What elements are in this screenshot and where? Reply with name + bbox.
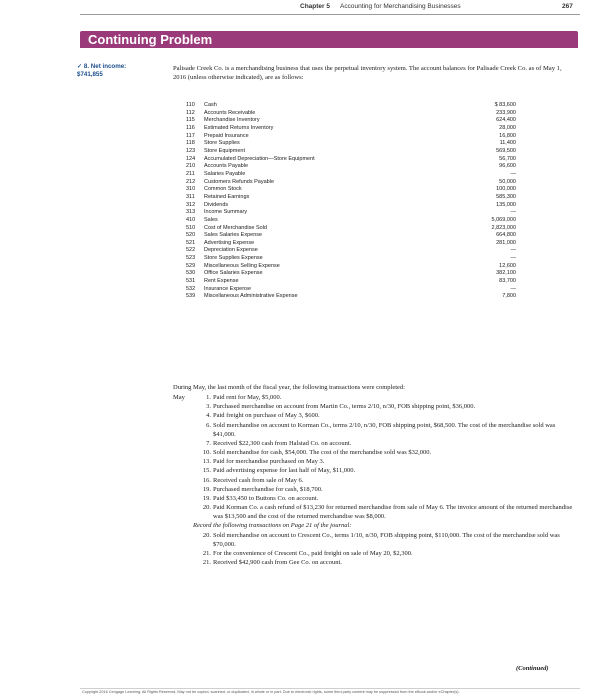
account-balance: 7,800	[502, 293, 516, 300]
account-number: 520	[186, 232, 196, 239]
account-number: 539	[186, 293, 196, 300]
transaction-text: Sold merchandise on account to Korman Co., terms 2/10, n/30, FOB shipping point, $68,500. The cost of the merchandise sold was $41,000.	[213, 421, 556, 438]
transaction-text: Purchased merchandise on account from Martin Co., terms 2/10, n/30, FOB shipping point, $36,000.	[213, 403, 476, 411]
section-banner	[80, 31, 578, 48]
transaction-text: Paid for merchandise purchased on May 3.	[213, 458, 325, 466]
transaction-text: Paid $33,450 to Buttons Co. on account.	[213, 494, 319, 502]
transaction-item	[193, 457, 573, 466]
account-number: 117	[186, 132, 195, 139]
account-name: Office Salaries Expense	[204, 270, 263, 277]
account-balance: 382,100	[496, 270, 516, 277]
transaction-day: 21.	[202, 549, 211, 557]
transaction-item	[193, 476, 573, 485]
transaction-text: Received $42,900 cash from Gee Co. on account.	[213, 558, 342, 566]
transaction-item	[193, 402, 573, 411]
transaction-item	[193, 411, 573, 420]
journal-instruction: Record the following transactions on Page 21 of the journal:	[193, 522, 352, 530]
account-row	[186, 156, 516, 164]
account-balance: 624,400	[496, 117, 516, 124]
account-row	[186, 194, 516, 202]
account-name: Accounts Receivable	[204, 109, 256, 116]
account-balance: 664,800	[496, 232, 516, 239]
account-number: 210	[186, 163, 196, 170]
account-number: 410	[186, 216, 196, 223]
header-rule	[80, 14, 580, 15]
account-name: Store Supplies	[204, 140, 240, 147]
transaction-text: Paid freight on purchase of May 3, $600.	[213, 412, 320, 420]
account-row	[186, 209, 516, 217]
chapter-label: Chapter 5	[300, 3, 330, 10]
account-number: 212	[186, 178, 196, 185]
transaction-item	[193, 466, 573, 475]
account-name: Rent Expense	[204, 278, 239, 285]
account-name: Accumulated Depreciation—Store Equipment	[204, 155, 315, 162]
transactions-section	[173, 383, 573, 567]
check-label: ✓ 8. Net income:	[77, 63, 127, 70]
account-balance: $ 83,600	[494, 102, 516, 108]
account-number: 124	[186, 155, 196, 162]
running-head	[0, 0, 611, 14]
account-number: 522	[186, 247, 196, 254]
account-number: 532	[186, 285, 196, 292]
account-balance: —	[510, 209, 516, 216]
account-name: Insurance Expense	[204, 285, 252, 292]
account-number: 310	[186, 186, 196, 193]
problem-intro: Palisade Creek Co. is a merchandising business that uses the perpetual inventory system. The account balances for Palisade Creek Co. as of May 1, 2016 (unless otherwise indicated), are as follows:	[173, 65, 562, 82]
account-row	[186, 217, 516, 225]
account-balance: 12,600	[499, 262, 516, 269]
account-balance: 56,700	[499, 155, 516, 162]
check-amount: $741,855	[77, 71, 103, 78]
account-name: Common Stock	[204, 186, 242, 193]
transaction-day: 7.	[206, 439, 211, 447]
transaction-text: Received $22,300 cash from Halstad Co. on account.	[213, 439, 352, 447]
account-name: Cost of Merchandise Sold	[204, 224, 267, 231]
account-name: Salaries Payable	[204, 170, 246, 177]
account-name: Dividends	[204, 201, 229, 208]
account-row	[186, 133, 516, 141]
account-balance: 135,000	[496, 201, 516, 208]
account-row	[186, 225, 516, 233]
transaction-day: 10.	[202, 449, 211, 457]
account-name: Estimated Returns Inventory	[204, 124, 274, 131]
account-number: 313	[186, 209, 196, 216]
transaction-text: Paid rent for May, $5,000.	[213, 394, 282, 402]
account-name: Cash	[204, 102, 217, 108]
account-number: 311	[186, 193, 195, 200]
account-balance: 50,000	[499, 178, 516, 185]
account-row	[186, 202, 516, 210]
account-name: Accounts Payable	[204, 163, 249, 170]
account-number: 211	[186, 170, 195, 177]
account-row	[186, 286, 516, 294]
account-number: 531	[186, 278, 196, 285]
transaction-day: 6.	[206, 421, 211, 429]
transaction-item	[193, 549, 573, 558]
account-row	[186, 117, 516, 125]
account-name: Sales	[204, 216, 218, 223]
section-title: Continuing Problem	[88, 32, 213, 47]
transaction-item	[193, 494, 573, 503]
account-balance: —	[510, 170, 516, 177]
transaction-day: 16.	[202, 476, 211, 484]
account-name: Customers Refunds Payable	[204, 178, 275, 185]
account-balance: —	[510, 255, 516, 262]
transaction-item	[193, 421, 573, 439]
transaction-day: 3.	[206, 403, 211, 411]
account-row	[186, 163, 516, 171]
account-balance: 585,300	[496, 193, 516, 200]
account-name: Advertising Expense	[204, 239, 255, 246]
transaction-day: 19.	[202, 494, 211, 502]
transactions-list-continued	[193, 531, 573, 568]
account-name: Prepaid Insurance	[204, 132, 249, 139]
account-balance: —	[510, 247, 516, 254]
chapter-title: Accounting for Merchandising Businesses	[340, 3, 461, 10]
account-row	[186, 148, 516, 156]
transaction-text: Received cash from sale of May 6.	[213, 476, 304, 484]
account-row	[186, 232, 516, 240]
account-row	[186, 110, 516, 118]
page-number: 267	[562, 3, 573, 10]
transaction-text: Sold merchandise for cash, $54,000. The cost of the merchandise sold was $32,000.	[213, 449, 432, 457]
account-name: Miscellaneous Selling Expense	[204, 262, 280, 269]
continued-label: (Continued)	[516, 665, 549, 672]
account-row	[186, 240, 516, 248]
account-balance: 96,600	[499, 163, 516, 170]
account-balance: 5,069,000	[491, 216, 516, 223]
account-name: Store Equipment	[204, 147, 245, 154]
transaction-day: 1.	[206, 394, 211, 402]
transactions-list	[173, 393, 573, 521]
transaction-day: 21.	[202, 558, 211, 566]
account-row	[186, 140, 516, 148]
account-number: 529	[186, 262, 196, 269]
account-number: 510	[186, 224, 196, 231]
account-number: 116	[186, 124, 195, 131]
account-balance: 569,500	[496, 147, 516, 154]
account-balance: 281,000	[496, 239, 516, 246]
account-name: Merchandise Inventory	[204, 117, 260, 124]
transaction-text: Sold merchandise on account to Crescent Co., terms 1/10, n/30, FOB shipping point, $110,000. The cost of the merchandise sold was $70,000.	[213, 531, 560, 548]
transaction-day: 20.	[202, 504, 211, 512]
account-row	[186, 247, 516, 255]
transaction-day: 19.	[202, 485, 211, 493]
transactions-lead: During May, the last month of the fiscal year, the following transactions were completed:	[173, 384, 405, 391]
account-balance: 233,900	[496, 109, 516, 116]
transaction-day: 15.	[202, 467, 211, 475]
transaction-text: Paid advertising expense for last half of May, $11,000.	[213, 467, 356, 475]
transaction-item	[193, 558, 573, 567]
account-number: 123	[186, 147, 196, 154]
account-row	[186, 270, 516, 278]
account-name: Income Summary	[204, 209, 248, 216]
account-row	[186, 186, 516, 194]
transaction-text: For the convenience of Crescent Co., paid freight on sale of May 20, $2,300.	[213, 549, 413, 557]
account-row	[186, 293, 516, 301]
margin-answer-check	[77, 63, 147, 79]
account-balance: 2,823,000	[491, 224, 516, 231]
account-row	[186, 102, 516, 110]
transaction-item	[193, 439, 573, 448]
transaction-item	[193, 448, 573, 457]
account-balance: 28,000	[499, 124, 516, 131]
account-balance: 16,800	[499, 132, 516, 139]
account-row	[186, 263, 516, 271]
account-number: 530	[186, 270, 196, 277]
copyright-notice: Copyright 2016 Cengage Learning. All Rights Reserved. May not be copied, scanned, or duplicated, in whole or in part. Due to electronic rights, some third party content may be suppressed from the eBook and/or eChapter(s).	[82, 690, 460, 694]
account-number: 312	[186, 201, 196, 208]
account-row	[186, 255, 516, 263]
account-name: Retained Earnings	[204, 193, 250, 200]
account-row	[186, 125, 516, 133]
transaction-item	[173, 393, 573, 402]
account-name: Sales Salaries Expense	[204, 232, 263, 239]
account-number: 110	[186, 102, 195, 108]
account-name: Store Supplies Expense	[204, 255, 263, 262]
account-balance: 100,000	[496, 186, 516, 193]
transaction-item	[193, 485, 573, 494]
account-row	[186, 171, 516, 179]
account-balances-list	[186, 102, 516, 301]
account-name: Miscellaneous Administrative Expense	[204, 293, 298, 300]
account-row	[186, 278, 516, 286]
transaction-text: Purchased merchandise for cash, $18,700.	[213, 485, 323, 493]
account-number: 523	[186, 255, 196, 262]
account-number: 118	[186, 140, 195, 147]
transaction-month: May	[173, 394, 185, 402]
account-number: 112	[186, 109, 195, 116]
transaction-item	[193, 503, 573, 521]
footer-rule	[80, 688, 580, 689]
account-row	[186, 179, 516, 187]
transaction-day: 4.	[206, 412, 211, 420]
account-balance: 11,400	[499, 140, 516, 147]
transaction-day: 13.	[202, 458, 211, 466]
account-balance: —	[510, 285, 516, 292]
account-number: 521	[186, 239, 196, 246]
transaction-item	[193, 531, 573, 549]
account-balance: 83,700	[499, 278, 516, 285]
account-number: 115	[186, 117, 195, 124]
transaction-day: 20.	[202, 531, 211, 539]
account-name: Depreciation Expense	[204, 247, 258, 254]
transaction-text: Paid Korman Co. a cash refund of $13,230 for returned merchandise from sale of May 6. The invoice amount of the returned merchandise was $13,500 and the cost of the returned merchandise was $8,000.	[213, 504, 573, 521]
